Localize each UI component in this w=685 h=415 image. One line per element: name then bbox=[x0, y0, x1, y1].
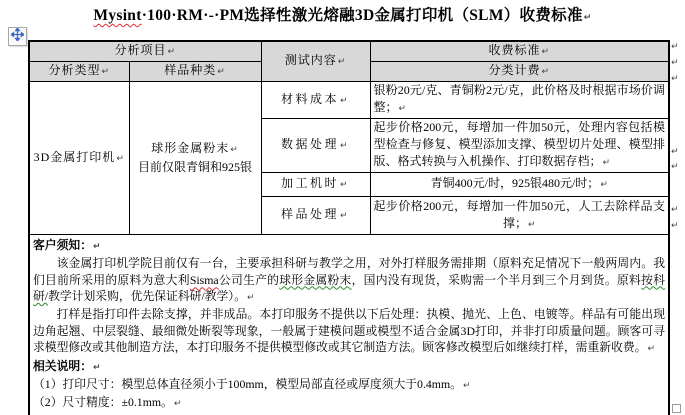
header-fee-category[interactable] bbox=[370, 62, 669, 82]
header-fee-standard[interactable] bbox=[370, 41, 669, 62]
notes-paragraph-2: 打样是指打印件去除支撑，并非成品。本打印服务不提供以下后处理：执模、抛光、上色、电镀等。样品有可能出现边角起翘、中层裂缝、最细微处断裂等现象，一般属于建模问题或模型不适合金属3D打印，并非打印质量问题。顾客可寻求模型修改或其他制造方法，本打印服务不提供模型修改或其它制造方法。顾客修改模型后如继续打样，需重新收费。↵ bbox=[33, 307, 665, 355]
paragraph-mark: ↵ bbox=[583, 13, 592, 23]
grammar-flagged-text: 球形金属粉末 bbox=[279, 272, 352, 287]
cell-mark: ↵ bbox=[602, 158, 611, 168]
header-analysis-type[interactable] bbox=[29, 62, 129, 82]
cell-mark: ↵ bbox=[339, 211, 351, 221]
cell-text: 青铜400元/时，925银480元/时； bbox=[430, 176, 600, 190]
remark-item-2: （2）尺寸精度：±0.1mm。↵ bbox=[33, 395, 182, 410]
notes-heading: 客户须知：↵ bbox=[33, 237, 101, 252]
header-label: 测试内容 bbox=[284, 53, 337, 67]
header-test-content[interactable] bbox=[261, 41, 370, 82]
cell-mark: ↵ bbox=[339, 95, 351, 106]
cell-text: 加工机时 bbox=[280, 176, 339, 190]
title-misspelled-word: Mysint bbox=[93, 7, 142, 24]
header-analysis-project[interactable] bbox=[29, 41, 261, 62]
paragraph-mark: ↵ bbox=[173, 399, 182, 410]
table-resize-handle[interactable] bbox=[672, 404, 681, 413]
cell-text: 材料成本 bbox=[280, 91, 339, 106]
cell-mark: ↵ bbox=[541, 47, 551, 57]
cell-text: 起步价格200元，每增加一件加50元，处理内容包括模型检查与修复、模型添加支撑、模型切片处理、模型排版、格式转换与入机操作、打印数据存档； bbox=[373, 120, 665, 168]
paragraph-mark: ↵ bbox=[462, 380, 471, 391]
cell-text: 银粉20元/克、青铜粉2元/克，此价格及时根据市场价调整； bbox=[373, 83, 665, 114]
paragraph-mark: ↵ bbox=[247, 292, 255, 303]
cell-fee-sample-processing[interactable] bbox=[370, 197, 669, 235]
cell-sample-kind-value[interactable] bbox=[129, 82, 261, 235]
cell-analysis-type-value[interactable] bbox=[29, 82, 129, 235]
cell-mark: ↵ bbox=[339, 141, 351, 151]
notes-paragraph-1: 该金属打印机学院目前仅有一台，主要承担科研与教学之用，对外打样服务需排期（原料充足情况下一般两周内。我们目前所采用的原料为意大利Sisma公司生产的球形金属粉末，国内没有现货，采购需一个半月到三个月到货。原料按科研/教学计划采购，优先保证科研/教学）。↵ bbox=[33, 256, 665, 303]
sample-kind-line2: 目前仅限青铜和925银 bbox=[137, 160, 252, 174]
cell-test-data-processing[interactable] bbox=[261, 119, 370, 173]
row-end-mark: ↵ bbox=[671, 42, 679, 52]
row-end-mark: ↵ bbox=[671, 221, 679, 231]
notes-cell[interactable] bbox=[29, 235, 669, 415]
paragraph-mark: ↵ bbox=[93, 362, 101, 373]
cell-mark: ↵ bbox=[116, 153, 125, 164]
table-move-handle[interactable] bbox=[8, 27, 27, 46]
title-rest: ·100·RM·-·PM选择性激光熔融3D金属打印机（SLM）收费标准 bbox=[141, 7, 583, 24]
header-label: 样品种类 bbox=[164, 63, 217, 77]
cell-mark: ↵ bbox=[541, 67, 551, 77]
header-sample-kind[interactable] bbox=[129, 62, 261, 82]
cell-text: 样品处理 bbox=[280, 207, 339, 221]
cell-mark: ↵ bbox=[337, 57, 347, 67]
cell-test-machine-time[interactable] bbox=[261, 173, 370, 197]
cell-fee-data-processing[interactable] bbox=[370, 119, 669, 173]
line-break-mark: ↵ bbox=[230, 145, 239, 155]
cell-text: 3D金属打印机 bbox=[33, 149, 116, 164]
remarks-heading: 相关说明：↵ bbox=[33, 358, 101, 373]
cell-fee-material-cost[interactable] bbox=[370, 82, 669, 119]
sample-kind-line1: 球形金属粉末↵ bbox=[151, 141, 239, 155]
paragraph-mark: ↵ bbox=[93, 241, 101, 252]
remark-item-1: （1）打印尺寸：模型总体直径须小于100mm，模型局部直径或厚度须大于0.4mm。↵ bbox=[33, 376, 471, 391]
cell-text: 数据处理 bbox=[280, 137, 339, 151]
cell-mark: ↵ bbox=[527, 219, 536, 230]
row-end-mark: ↵ bbox=[671, 58, 679, 68]
cell-mark: ↵ bbox=[167, 47, 177, 57]
cell-test-sample-processing[interactable] bbox=[261, 197, 370, 235]
cell-mark: ↵ bbox=[398, 104, 407, 114]
header-label: 分析类型 bbox=[48, 63, 101, 77]
move-icon bbox=[11, 28, 24, 46]
document-title bbox=[0, 3, 685, 25]
fee-table bbox=[28, 40, 670, 415]
header-label: 分析项目 bbox=[114, 43, 167, 57]
cell-mark: ↵ bbox=[600, 180, 608, 190]
cell-mark: ↵ bbox=[339, 180, 351, 190]
row-end-mark: ↵ bbox=[671, 74, 679, 84]
row-end-mark: ↵ bbox=[671, 147, 679, 157]
header-label: 分类计费 bbox=[488, 63, 541, 77]
cell-mark: ↵ bbox=[101, 67, 111, 77]
row-end-mark: ↵ bbox=[671, 162, 679, 172]
paragraph-mark: ↵ bbox=[647, 344, 655, 355]
misspelled-word: Sisma bbox=[189, 272, 219, 287]
cell-fee-machine-time[interactable] bbox=[370, 173, 669, 197]
cell-test-material-cost[interactable] bbox=[261, 82, 370, 119]
grammar-flagged-text: 按科研/ bbox=[33, 272, 665, 303]
header-label: 收费标准 bbox=[488, 43, 541, 57]
cell-mark: ↵ bbox=[217, 67, 226, 77]
row-end-mark: ↵ bbox=[671, 205, 679, 215]
cell-text: 起步价格200元，每增加一件加50元，人工去除样品支撑； bbox=[373, 198, 665, 230]
